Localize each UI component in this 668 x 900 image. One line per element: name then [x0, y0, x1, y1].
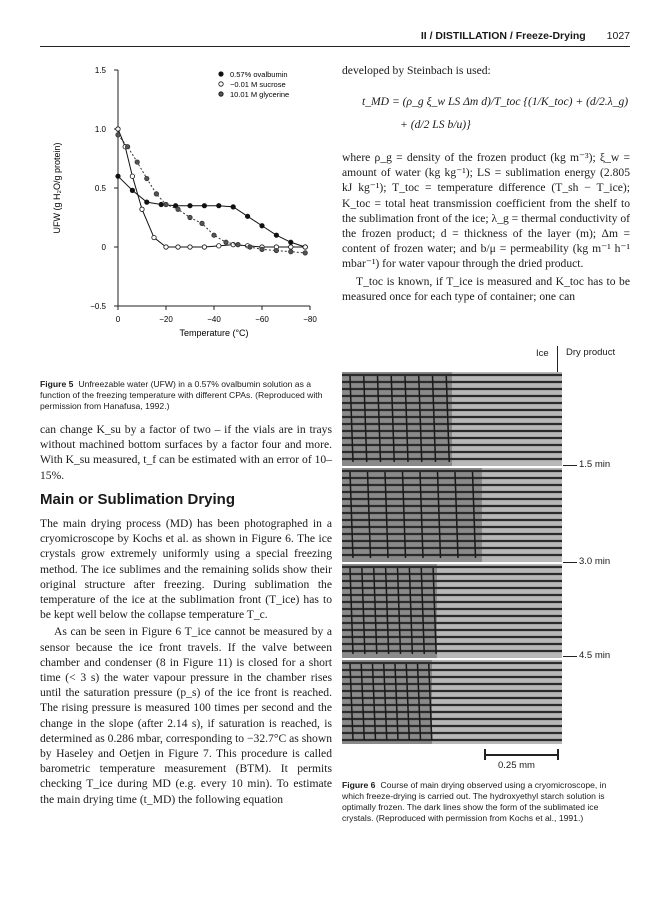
- right-paragraph-1: developed by Steinbach is used:: [342, 64, 491, 77]
- y-tick-label: 0.5: [94, 184, 106, 193]
- data-point: [217, 204, 221, 208]
- dry-region: [432, 660, 562, 744]
- data-point: [116, 133, 120, 137]
- right-paragraph-3: T_toc is known, if T_ice is measured and K_toc has to be measured once for each type of container; one can: [342, 274, 630, 303]
- data-point: [176, 207, 180, 211]
- data-point: [289, 250, 293, 254]
- tick-3-0: [563, 562, 577, 563]
- time-label-1-5: 1.5 min: [579, 459, 611, 470]
- right-column-body: [342, 150, 630, 306]
- data-point: [202, 245, 206, 249]
- legend-marker: [219, 82, 223, 86]
- figure6-caption-text: Course of main drying observed using a cryomicroscope, in which freeze-drying is carried out. The hydroxyethyl starch solution is optimally frozen. The dark lines show the form of the sublimated ice crystals. (Reproduced with permission from Kochs et al., 1991.): [342, 780, 607, 823]
- page-number: 1027: [606, 30, 630, 42]
- data-point: [248, 245, 252, 249]
- left-column-top: [40, 422, 332, 485]
- figure6-caption-label: Figure 6: [342, 780, 376, 790]
- data-point: [140, 207, 144, 211]
- y-tick-label: 1.5: [94, 66, 106, 75]
- data-point: [145, 176, 149, 180]
- right-paragraph-2: where ρ_g = density of the frozen product (kg m⁻³); ξ_w = amount of water (kg kg⁻¹); LS = sublimation energy (2.805 kJ kg⁻¹); T_toc = temperature difference (T_sh − T_ice); K_toc = total heat transmission coefficient from the shelf to the sublimation front of the ice; λ_g = thermal conductivity of the frozen product; d = thickness of the layer (m); Δm = content of frozen water; and b/μ = permeability (kg m⁻¹ h⁻¹ mbar⁻¹) for water vapour through the dried product.: [342, 151, 630, 271]
- figure5-caption: [40, 379, 332, 412]
- data-point: [164, 202, 168, 206]
- y-axis-label: UFW (g H₂O/g protein): [52, 142, 62, 234]
- legend-label: 0.57% ovalbumin: [230, 70, 288, 79]
- left-paragraph-3: As can be seen in Figure 6 T_ice cannot be measured by a sensor because the ice front travels. If the valve between chamber and condenser (8 in Figure 11) is closed for a short time (< 3 s) the water vapour pressure in the chamber rises until the saturation pressure (p_s) of the ice front is reached. The rising pressure is measured 100 times per second and the change in the slope (after 2.14 s), if saturation is reached, is determined as 0.286 mbar, corresponding to −32.7°C as shown by Haseley and Oetjen in Figure 7. This procedure is called barometric temperature measurement (BTM). It permits checking T_ice during MD (e.g. every 10 min). To estimate the main drying time (t_MD) the following equation: [40, 625, 332, 806]
- data-point: [217, 244, 221, 248]
- time-label-3-0: 3.0 min: [579, 556, 611, 567]
- scale-bar: [484, 754, 558, 756]
- x-tick-label: −60: [255, 315, 269, 324]
- figure6-micrograph: [342, 372, 562, 744]
- data-point: [176, 245, 180, 249]
- legend-marker: [219, 92, 223, 96]
- time-label-4-5: 4.5 min: [579, 650, 611, 661]
- data-point: [116, 174, 120, 178]
- data-point: [188, 245, 192, 249]
- data-point: [116, 127, 120, 131]
- equation-line-1: t_MD = (ρ_g ξ_w LS Δm d)/T_toc {(1/K_toc) + (d/2.λ_g): [362, 95, 629, 108]
- data-point: [245, 214, 249, 218]
- data-point: [188, 204, 192, 208]
- x-tick-label: −20: [159, 315, 173, 324]
- left-paragraph-2: The main drying process (MD) has been photographed in a cryomicroscope by Kochs et al. as shown in Figure 6. The ice crystals grow extremely uniformly using a special freezing method. The ice sublimes and the remaining solids show their original structure after freezing. During sublimation the temperature of the ice at the sublimation front (T_ice) has to be kept well below the collapse temperature T_c.: [40, 517, 332, 622]
- legend-label: −0.01 M sucrose: [230, 80, 286, 89]
- figure5-chart: [40, 56, 330, 366]
- data-point: [224, 240, 228, 244]
- left-paragraph-1: can change K_su by a factor of two – if the vials are in trays without machined bottom surfaces by a factor four and more. With K_su measured, t_f can be estimated with an error of 10–15%.: [40, 423, 332, 482]
- data-point: [260, 247, 264, 251]
- legend-label: 10.01 M glycerine: [230, 90, 290, 99]
- data-point: [274, 248, 278, 252]
- figure5-caption-label: Figure 5: [40, 379, 74, 389]
- right-column-top: [342, 63, 630, 80]
- series-line: [118, 129, 305, 247]
- equation-line-2: + (d/2 LS b/u)}: [400, 118, 471, 131]
- header-section: II / DISTILLATION / Freeze-Drying: [420, 30, 586, 42]
- data-point: [164, 245, 168, 249]
- scale-bar-label: 0.25 mm: [498, 760, 535, 771]
- running-header: [40, 30, 630, 47]
- data-point: [200, 221, 204, 225]
- left-column-body: [40, 516, 332, 809]
- data-point: [289, 240, 293, 244]
- data-point: [303, 251, 307, 255]
- data-point: [274, 233, 278, 237]
- figure6-caption: [342, 780, 628, 824]
- data-point: [152, 235, 156, 239]
- scale-bar-end-right: [557, 749, 559, 760]
- micrograph-image: [342, 372, 562, 744]
- data-point: [159, 202, 163, 206]
- data-point: [236, 242, 240, 246]
- data-point: [231, 242, 235, 246]
- data-point: [260, 224, 264, 228]
- y-tick-label: 1.0: [94, 125, 106, 134]
- scale-bar-end-left: [484, 749, 486, 760]
- y-tick-label: 0: [101, 243, 106, 252]
- legend-marker: [219, 72, 223, 76]
- data-point: [202, 204, 206, 208]
- x-tick-label: −40: [207, 315, 221, 324]
- data-point: [154, 192, 158, 196]
- data-point: [231, 205, 235, 209]
- data-point: [303, 245, 307, 249]
- data-point: [135, 160, 139, 164]
- section-heading: Main or Sublimation Drying: [40, 491, 236, 508]
- data-point: [188, 215, 192, 219]
- x-axis-label: Temperature (°C): [179, 328, 249, 338]
- data-point: [212, 233, 216, 237]
- label-dry-product: Dry product: [566, 347, 616, 358]
- ice-dry-divider: [557, 346, 558, 372]
- y-tick-label: −0.5: [90, 302, 106, 311]
- data-point: [130, 174, 134, 178]
- x-tick-label: 0: [115, 315, 121, 324]
- label-ice: Ice: [536, 348, 549, 359]
- data-point: [125, 145, 129, 149]
- tick-4-5: [563, 656, 577, 657]
- data-point: [289, 245, 293, 249]
- tick-1-5: [563, 465, 577, 466]
- data-point: [145, 200, 149, 204]
- data-point: [130, 188, 134, 192]
- x-tick-label: −80: [303, 315, 317, 324]
- figure5-caption-text: Unfreezable water (UFW) in a 0.57% ovalbumin solution as a function of the freezing temperature with different CPAs. (Reproduced with permission from Hanafusa, 1992.): [40, 379, 323, 411]
